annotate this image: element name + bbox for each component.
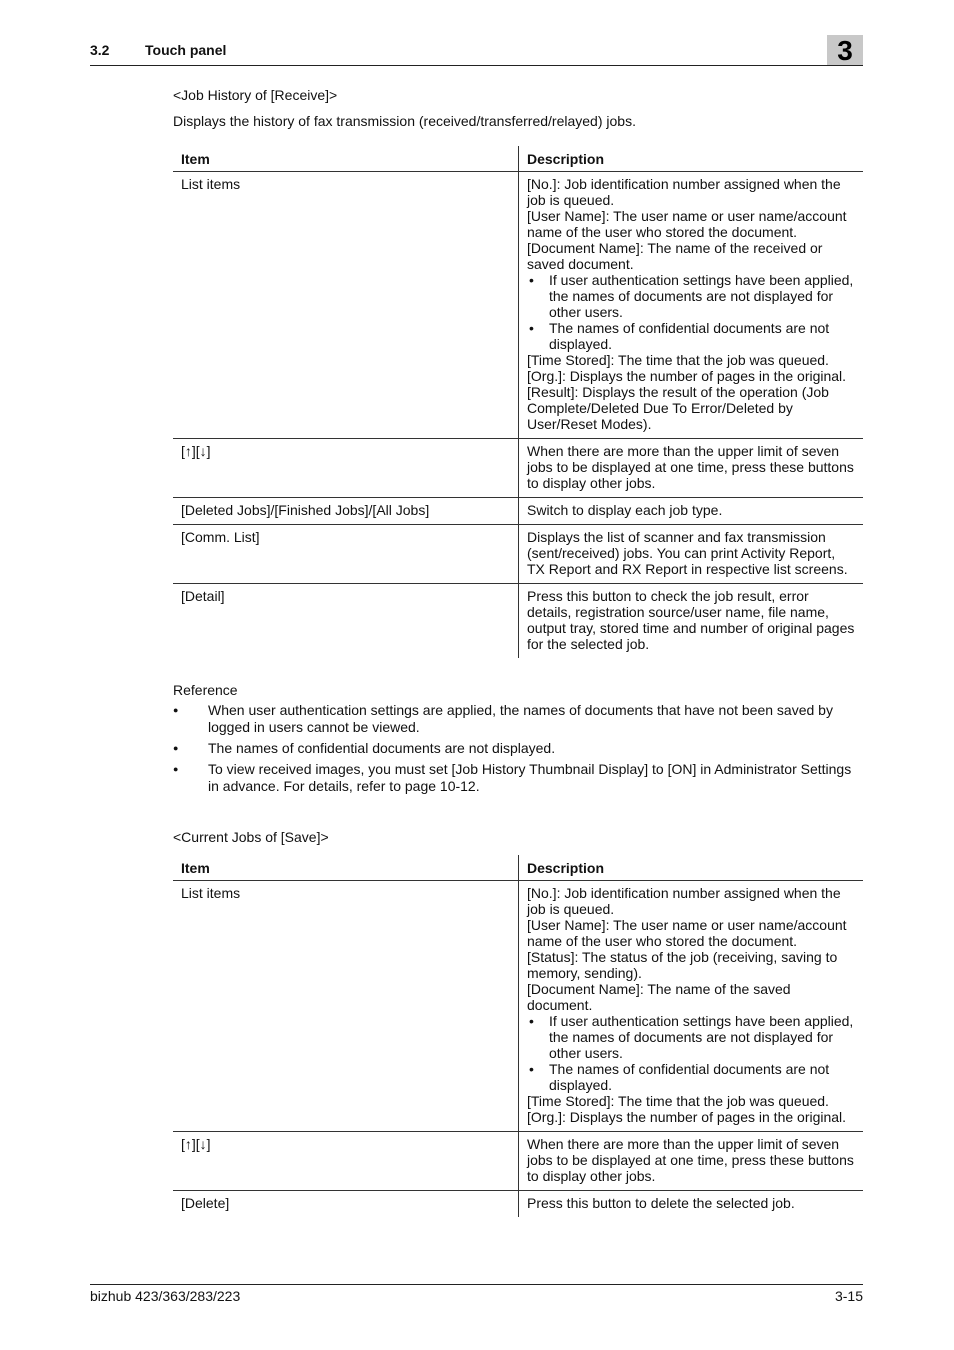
row-description xyxy=(519,881,864,1132)
row-description: When there are more than the upper limit of seven jobs to be displayed at one time, press these buttons to display other jobs. xyxy=(519,439,864,498)
table-row xyxy=(173,1191,863,1218)
page-header xyxy=(90,35,863,66)
save-current-jobs-table xyxy=(173,855,863,1217)
desc-line: [Org.]: Displays the number of pages in the original. xyxy=(527,1109,847,1125)
row-description: Press this button to delete the selected job. xyxy=(519,1191,864,1218)
page-content xyxy=(173,87,863,1217)
table-row xyxy=(173,498,863,525)
row-description: Displays the list of scanner and fax transmission (sent/received) jobs. You can print Activity Report, TX Report and RX Report in respective list screens. xyxy=(519,525,864,584)
desc-line: [User Name]: The user name or user name/account name of the user who stored the document. xyxy=(527,917,847,949)
desc-bullet: • The names of confidential documents are not displayed. xyxy=(527,320,855,352)
section-number: 3.2 xyxy=(90,42,110,58)
reference-list xyxy=(173,702,863,795)
desc-line: [No.]: Job identification number assigned when the job is queued. xyxy=(527,176,841,208)
row-description xyxy=(519,172,864,439)
reference-item: ● The names of confidential documents are not displayed. xyxy=(173,740,863,757)
desc-line: [Document Name]: The name of the received or saved document. xyxy=(527,240,823,272)
table-row xyxy=(173,439,863,498)
desc-bullet-list xyxy=(527,1013,855,1093)
desc-line: [No.]: Job identification number assigned when the job is queued. xyxy=(527,885,841,917)
table-row xyxy=(173,584,863,659)
row-item: [↑][↓] xyxy=(173,1132,519,1191)
desc-line: [Result]: Displays the result of the operation (Job Complete/Deleted Due To Error/Deleted by User/Reset Modes). xyxy=(527,384,829,432)
row-description: Switch to display each job type. xyxy=(519,498,864,525)
section2-heading: <Current Jobs of [Save]> xyxy=(173,829,329,845)
desc-line: [Status]: The status of the job (receiving, saving to memory, sending). xyxy=(527,949,838,981)
desc-line: [Org.]: Displays the number of pages in the original. xyxy=(527,368,847,384)
row-item: [Delete] xyxy=(181,1195,230,1211)
desc-line: [User Name]: The user name or user name/account name of the user who stored the document. xyxy=(527,208,847,240)
desc-bullet-list xyxy=(527,272,855,352)
table-header-row xyxy=(173,146,863,172)
section1-heading: <Job History of [Receive]> xyxy=(173,87,338,103)
page-footer xyxy=(90,1284,863,1309)
table-row xyxy=(173,881,863,1132)
chapter-badge: 3 xyxy=(827,35,863,65)
column-header-item: Item xyxy=(173,855,519,881)
row-description: When there are more than the upper limit of seven jobs to be displayed at one time, press these buttons to display other jobs. xyxy=(519,1132,864,1191)
product-name: bizhub 423/363/283/223 xyxy=(90,1288,241,1304)
section1-intro: Displays the history of fax transmission (received/transferred/relayed) jobs. xyxy=(173,113,636,129)
desc-line: [Time Stored]: The time that the job was queued. xyxy=(527,352,829,368)
table-row xyxy=(173,1132,863,1191)
desc-bullet: • The names of confidential documents are not displayed. xyxy=(527,1061,855,1093)
desc-line: [Time Stored]: The time that the job was queued. xyxy=(527,1093,829,1109)
page-number: 3-15 xyxy=(834,1288,863,1304)
column-header-description: Description xyxy=(519,146,864,172)
row-item: List items xyxy=(173,172,519,439)
section-title: Touch panel xyxy=(145,42,227,58)
reference-item: ● When user authentication settings are applied, the names of documents that have not been saved by logged in users cannot be viewed. xyxy=(173,702,863,736)
desc-bullet: • If user authentication settings have been applied, the names of documents are not displayed for other users. xyxy=(527,1013,855,1061)
reference-heading: Reference xyxy=(173,682,238,698)
row-item: [↑][↓] xyxy=(173,439,519,498)
column-header-item: Item xyxy=(173,146,519,172)
row-description: Press this button to check the job result, error details, registration source/user name, file name, output tray, stored time and number of original pages for the selected job. xyxy=(519,584,864,659)
table-row xyxy=(173,172,863,439)
receive-history-table xyxy=(173,146,863,658)
column-header-description: Description xyxy=(519,855,864,881)
table-row xyxy=(173,525,863,584)
row-item: [Detail] xyxy=(181,588,225,604)
row-item: [Deleted Jobs]/[Finished Jobs]/[All Jobs] xyxy=(173,498,519,525)
desc-bullet: • If user authentication settings have been applied, the names of documents are not displayed for other users. xyxy=(527,272,855,320)
reference-item: ● To view received images, you must set [Job History Thumbnail Display] to [ON] in Administrator Settings in advance. For details, refer to page 10-12. xyxy=(173,761,863,795)
desc-line: [Document Name]: The name of the saved document. xyxy=(527,981,791,1013)
table-header-row xyxy=(173,855,863,881)
row-item: [Comm. List] xyxy=(173,525,519,584)
row-item: List items xyxy=(173,881,519,1132)
